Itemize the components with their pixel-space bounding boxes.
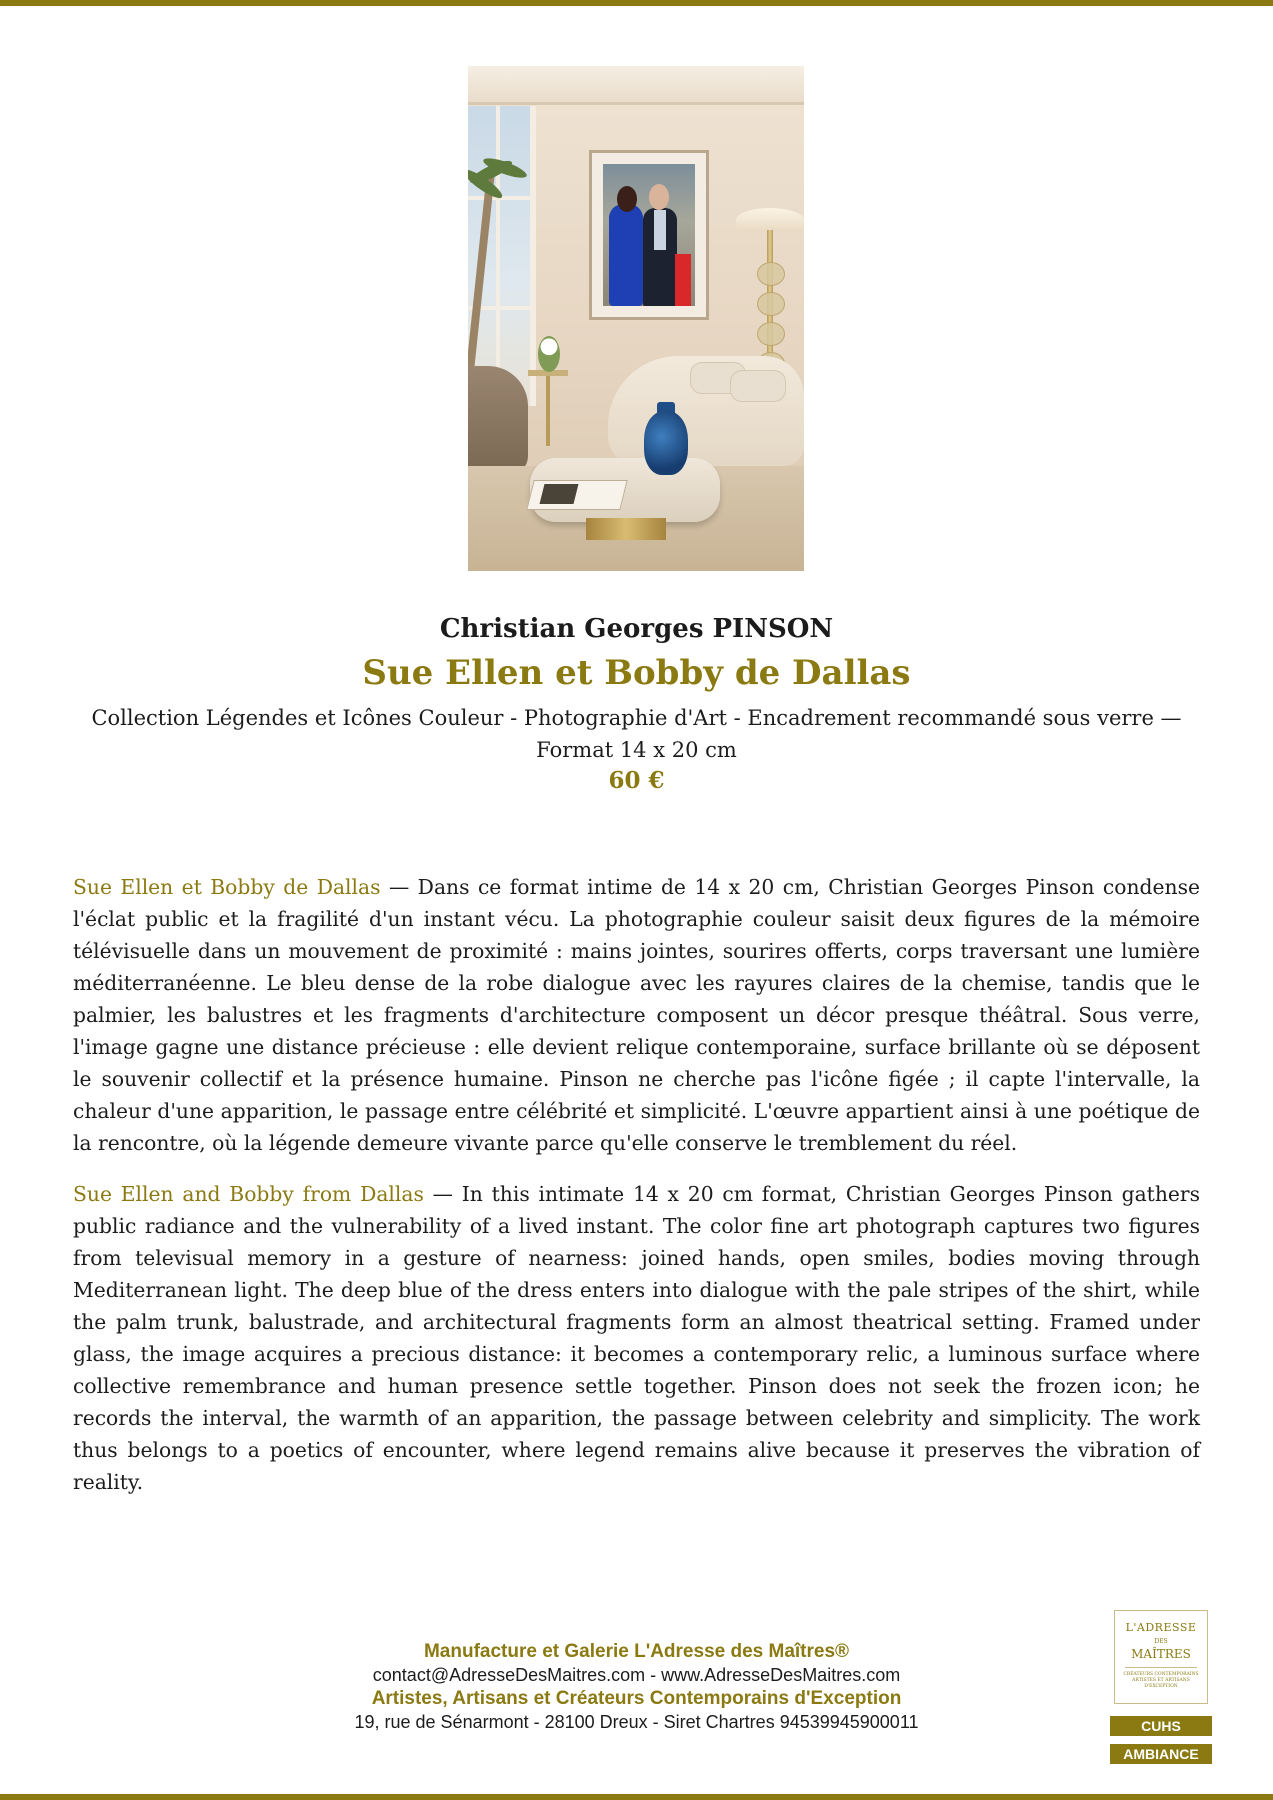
artwork-photo: [468, 66, 804, 571]
photo-armchair: [468, 366, 528, 476]
framed-photograph: [589, 150, 709, 320]
description-french: [73, 871, 1200, 1159]
logo-line-1: L'ADRESSE: [1125, 1621, 1197, 1634]
photo-orchid: [538, 336, 560, 372]
footer-tagline: Artistes, Artisans et Créateurs Contemporains d'Exception: [371, 1688, 902, 1709]
description-english-lead: Sue Ellen and Bobby from Dallas: [73, 1182, 424, 1206]
gallery-logo: [1114, 1610, 1208, 1704]
photo-lamp: [736, 208, 804, 232]
footer-address: 19, rue de Sénarmont - 28100 Dreux - Siret Chartres 94539945900011: [354, 1712, 919, 1732]
badge-ambiance: AMBIANCE: [1110, 1744, 1212, 1764]
bottom-accent-bar: [0, 1794, 1273, 1800]
footer: [300, 1640, 973, 1734]
logo-line-4: CRÉATEURS CONTEMPORAINS ARTISTES ET ARTISANS D'EXCEPTION: [1123, 1672, 1199, 1689]
artwork-price: 60 €: [608, 767, 665, 794]
description-french-body: — Dans ce format intime de 14 x 20 cm, Christian Georges Pinson condense l'éclat public et la fragilité d'un instant vécu. La photographie couleur saisit deux figures de la mémoire télévisuelle dans un mouvement de proximité : mains jointes, sourires offerts, corps traversant une lumière méditerranéenne. Le bleu dense de la robe dialogue avec les rayures claires de la chemise, tandis que le palmier, les balustres et les fragments d'architecture composent un décor presque théâtral. Sous verre, l'image gagne une distance précieuse : elle devient relique contemporaine, surface brillante où se déposent le souvenir collectif et la présence humaine. Pinson ne cherche pas l'icône figée ; il capte l'intervalle, la chaleur d'une apparition, le passage entre célébrité et simplicité. L'œuvre appartient ainsi à une poétique de la rencontre, où la légende demeure vivante parce qu'elle conserve le tremblement du réel.: [73, 875, 1200, 1155]
footer-company: Manufacture et Galerie L'Adresse des Maîtres®: [423, 1641, 850, 1662]
badge-cuhs: CUHS: [1110, 1716, 1212, 1736]
logo-line-3: MAÎTRES: [1131, 1647, 1191, 1661]
artwork-title: Sue Ellen et Bobby de Dallas: [362, 653, 911, 693]
description-english: [73, 1178, 1200, 1498]
artist-name: Christian Georges PINSON: [439, 614, 834, 644]
photo-ceiling: [468, 66, 804, 105]
logo-divider: [1125, 1667, 1197, 1668]
description-english-body: — In this intimate 14 x 20 cm format, Christian Georges Pinson gathers public radiance and the vulnerability of a lived instant. The color fine art photograph captures two figures from televisual memory in a gesture of nearness: joined hands, open smiles, bodies moving through Mediterranean light. The deep blue of the dress enters into dialogue with the pale stripes of the shirt, while the palm trunk, balustrade, and architectural fragments form an almost theatrical setting. Framed under glass, the image acquires a precious distance: it becomes a contemporary relic, a luminous surface where collective remembrance and human presence settle together. Pinson does not seek the frozen icon; he records the interval, the warmth of an apparition, the passage between celebrity and simplicity. The work thus belongs to a poetics of encounter, where legend remains alive because it preserves the vibration of reality.: [73, 1182, 1200, 1494]
artwork-subtitle: Collection Légendes et Icônes Couleur - Photographie d'Art - Encadrement recommandé sous verre — Format 14 x 20 cm: [91, 706, 1182, 762]
description-french-lead: Sue Ellen et Bobby de Dallas: [73, 875, 381, 899]
footer-contact: contact@AdresseDesMaitres.com - www.AdresseDesMaitres.com: [372, 1665, 901, 1685]
logo-line-2: DES: [1154, 1638, 1168, 1645]
photo-vase: [644, 411, 688, 475]
top-accent-bar: [0, 0, 1273, 6]
